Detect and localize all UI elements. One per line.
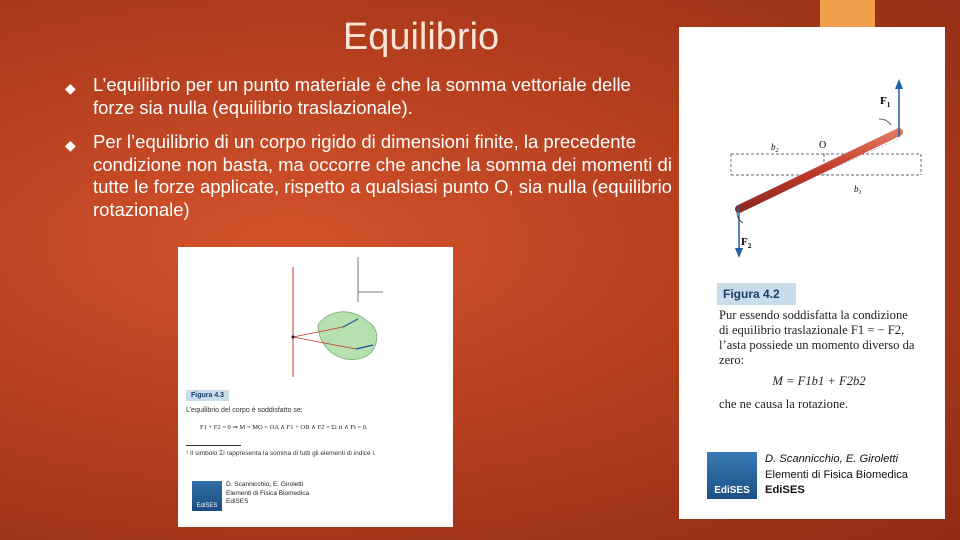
footnote-divider (186, 445, 241, 446)
figure-4-3-card (178, 247, 453, 527)
bullet-text: L’equilibrio per un punto materiale è che la somma vettoriale delle forze sia nulla (equilibrio traslazionale). (93, 74, 631, 118)
moment-formula: M = F1b1 + F2b2 (772, 374, 866, 388)
figure-4-3-caption: L’equilibrio del corpo è soddisfatto se: (186, 407, 303, 414)
diamond-bullet-icon: ◆ (65, 80, 76, 96)
bullet-item (65, 74, 675, 119)
figure-4-3-label: Figura 4.3 (186, 390, 229, 401)
edises-logo: EdiSES (192, 481, 222, 511)
authors: D. Scannicchio, E. Giroletti (226, 481, 304, 488)
book-title: Elementi di Fisica Biomedica (226, 489, 310, 497)
f1-label: $F_1$ (880, 95, 891, 109)
caption-paragraph-2: che ne causa la rotazione. (719, 397, 849, 411)
figure-4-2-label: Figura 4.2 (717, 283, 796, 305)
slide-title: Equilibrio (342, 16, 500, 58)
figure-4-3-equation: F1 + F2 = 0 ⇒ M = MO = OA ∧ F1 + OB ∧ F2 = Σi ri ∧ Fi = 0. (200, 424, 368, 431)
diamond-bullet-icon: ◆ (65, 137, 76, 153)
rigid-body-diagram (178, 247, 453, 387)
bullet-text: Per l’equilibrio di un corpo rigido di dimensioni finite, la precedente condizione non basta, ma occorre che anche la somma dei momenti di tutte le forze applicate, rispetto a qualsiasi punto O, sia nulla (equilibrio rotazionale) (93, 131, 672, 220)
edises-logo: EdiSES (707, 452, 757, 499)
figure-4-3-footnote: ¹ Il simbolo Σi rappresenta la somma di tutti gli elementi di indice i. (186, 450, 376, 457)
b2-label: $b_2$ (771, 142, 779, 154)
b1-label: $b_1$ (854, 184, 862, 196)
bullet-item (65, 131, 675, 221)
lever-diagram (679, 27, 945, 277)
authors: D. Scannicchio, E. Giroletti (765, 453, 899, 465)
book-title: Elementi di Fisica Biomedica (765, 468, 909, 481)
f2-label: $F_2$ (741, 236, 752, 250)
bullet-list (65, 74, 675, 233)
figure-4-2-card (679, 27, 945, 519)
publisher-name: EdiSES (765, 484, 805, 496)
origin-label: O (819, 140, 827, 151)
caption-paragraph-1: Pur essendo soddisfatta la condizione di equilibrio traslazionale F1 = − F2, l’asta possiede un momento diverso da zero: (719, 308, 915, 367)
figure-4-2-caption (719, 308, 919, 412)
publisher-name: EdiSES (226, 498, 249, 505)
